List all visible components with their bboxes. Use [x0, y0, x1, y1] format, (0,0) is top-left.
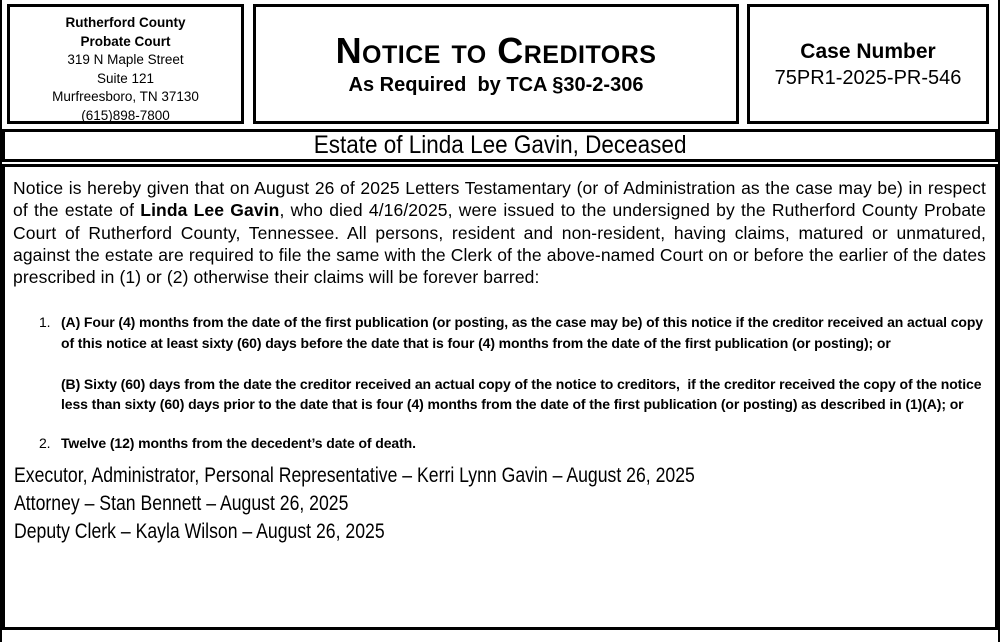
- list-item-1-text: [61, 312, 986, 415]
- item-1b-text: (B) Sixty (60) days from the date the creditor received an actual copy of the notice to creditors, if the creditor received the copy of the notice less than sixty (60) days prior to the date that is four (4) months from the date of the first publication (or posting) as described in (1)(A); or: [61, 375, 986, 413]
- executor-line: Executor, Administrator, Personal Representative – Kerri Lynn Gavin – August 26, 2025: [14, 464, 695, 488]
- list-item-2: [39, 433, 986, 454]
- notice-paragraph-part1: Notice is hereby given that on August 26 of 2025 Letters Testamentary (or of Administration as the case may be) in respect of the estate of: [13, 178, 986, 221]
- court-address-suite: Suite 121: [96, 70, 155, 86]
- decedent-name: Linda Lee Gavin: [140, 200, 280, 221]
- deputy-clerk-line: Deputy Clerk – Kayla Wilson – August 26, 2025: [14, 520, 385, 544]
- document-title-box: [253, 4, 739, 124]
- case-number-label: Case Number: [800, 39, 936, 63]
- court-address-box: [7, 4, 244, 124]
- notice-paragraph: [13, 177, 986, 288]
- executor-line-row: [14, 463, 986, 491]
- estate-title-bar: [2, 129, 998, 162]
- item-2-text: Twelve (12) months from the decedent’s date of death.: [61, 434, 416, 451]
- document-header: [2, 0, 998, 124]
- notice-paragraph-part2: , who died 4/16/2025, were issued to the undersigned by the Rutherford County Probate Court of Rutherford County, Tennessee. All persons, resident and non-resident, having claims, matured or unmatured, against the estate are required to file the same with the Clerk of the above-named Court on or before the earlier of the dates prescribed in (1) or (2) otherwise their claims will be forever barred:: [13, 200, 986, 288]
- estate-title: Estate of Linda Lee Gavin, Deceased: [313, 131, 687, 159]
- document-title: Notice to Creditors: [335, 30, 657, 71]
- signature-block: [14, 463, 986, 547]
- court-address-street: 319 N Maple Street: [67, 52, 184, 67]
- case-number-value: 75PR1-2025-PR-546: [774, 66, 962, 89]
- court-phone: (615)898-7800: [81, 107, 170, 123]
- list-item-2-number: 2.: [39, 434, 51, 451]
- court-name-line2: Probate Court: [80, 33, 171, 49]
- court-address-city: Murfreesboro, TN 37130: [52, 89, 199, 104]
- list-item-1-number: 1.: [39, 314, 51, 331]
- document-subtitle: As Required by TCA §30-2-306: [348, 74, 644, 96]
- court-name-line1: Rutherford County: [65, 15, 186, 30]
- deadline-list: [13, 312, 986, 453]
- notice-body: [2, 164, 998, 630]
- list-item-2-text: [61, 433, 986, 454]
- attorney-line-row: [14, 491, 986, 519]
- list-item-1: [39, 312, 986, 415]
- item-1a-text: (A) Four (4) months from the date of the first publication (or posting, as the case may be) of this notice if the creditor received an actual copy of this notice at least sixty (60) days before the date that is four (4) months from the date of the first publication (or posting); or: [61, 314, 987, 351]
- attorney-line: Attorney – Stan Bennett – August 26, 2025: [14, 492, 349, 516]
- deputy-clerk-line-row: [14, 519, 986, 547]
- case-number-box: [747, 4, 989, 124]
